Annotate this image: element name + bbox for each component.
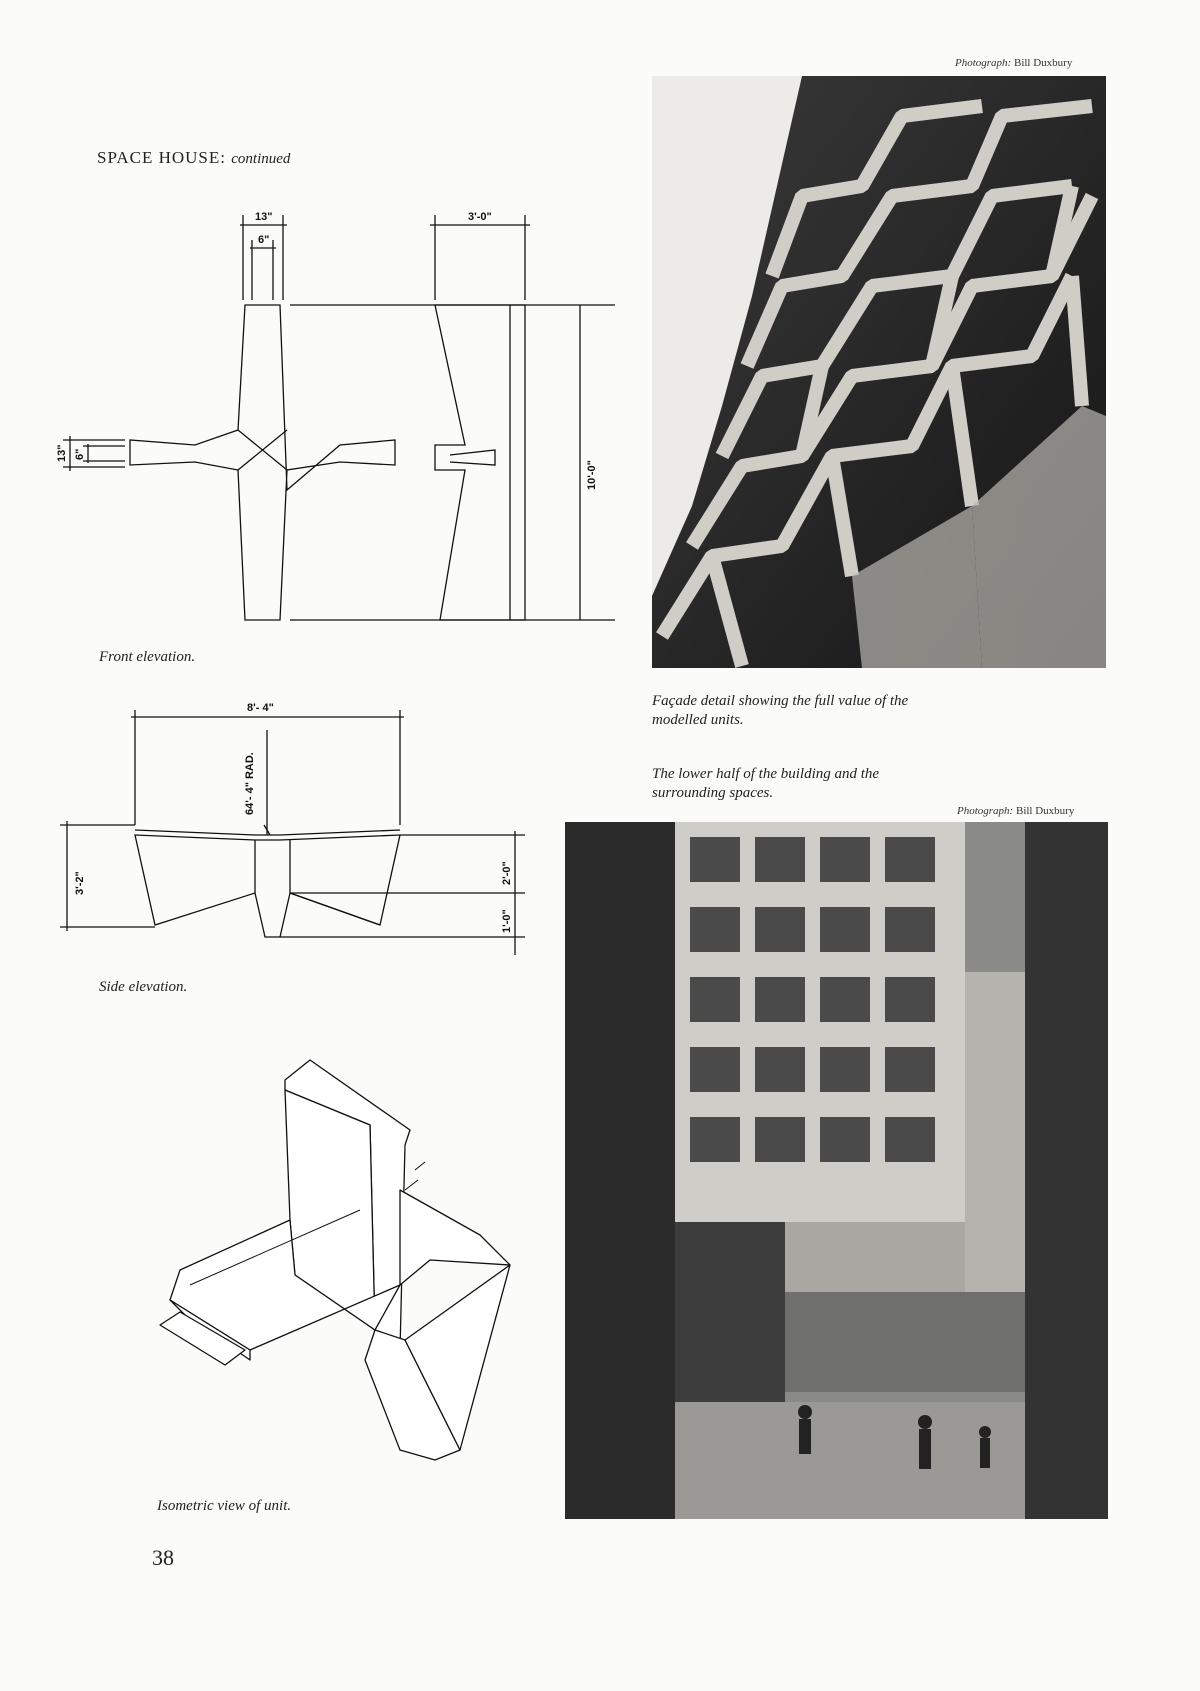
lower-half-photo-illustration [565,822,1108,1519]
dim-top-inner: 6" [258,234,270,246]
photo-credit-name: Bill Duxbury [1013,57,1073,69]
dim-upper: 2'-0" [501,861,513,885]
side-elevation-caption: Side elevation. [99,979,188,995]
facade-caption: Façade detail showing the full value of the modelled units. [652,693,909,728]
dim-top-outer: 13" [255,211,273,223]
front-elevation-caption: Front elevation. [99,649,196,665]
photo-credit-bottom [957,805,1074,817]
photo-credit-name: Bill Duxbury [1015,805,1075,817]
dim-depth: 3'-0" [468,211,492,223]
isometric-caption: Isometric view of unit. [157,1498,292,1514]
section-subtitle: continued [231,151,291,167]
lower-half-photo [565,822,1108,1519]
photo-credit-label: Photograph: [955,57,1012,69]
dim-radius: 64'- 4" RAD. [244,752,256,815]
dim-width: 8'- 4" [247,702,274,714]
dim-side-inner: 6" [74,448,86,460]
dim-height: 10'-0" [586,460,598,490]
page-number: 38 [152,1545,174,1570]
side-elevation-drawing [55,695,555,975]
dim-lower: 1'-0" [501,909,513,933]
photo-credit-top [955,57,1072,69]
front-elevation-drawing [55,200,615,620]
section-title [97,148,290,168]
dim-overall-height: 3'-2" [74,871,86,895]
photo-credit-label: Photograph: [957,805,1014,817]
dim-side-outer: 13" [56,444,68,462]
facade-photo [652,76,1106,668]
facade-photo-illustration [652,76,1106,668]
isometric-drawing [160,1050,540,1470]
section-title-text: SPACE HOUSE: [97,148,226,167]
lower-half-caption: The lower half of the building and the surrounding spaces. [652,766,880,801]
